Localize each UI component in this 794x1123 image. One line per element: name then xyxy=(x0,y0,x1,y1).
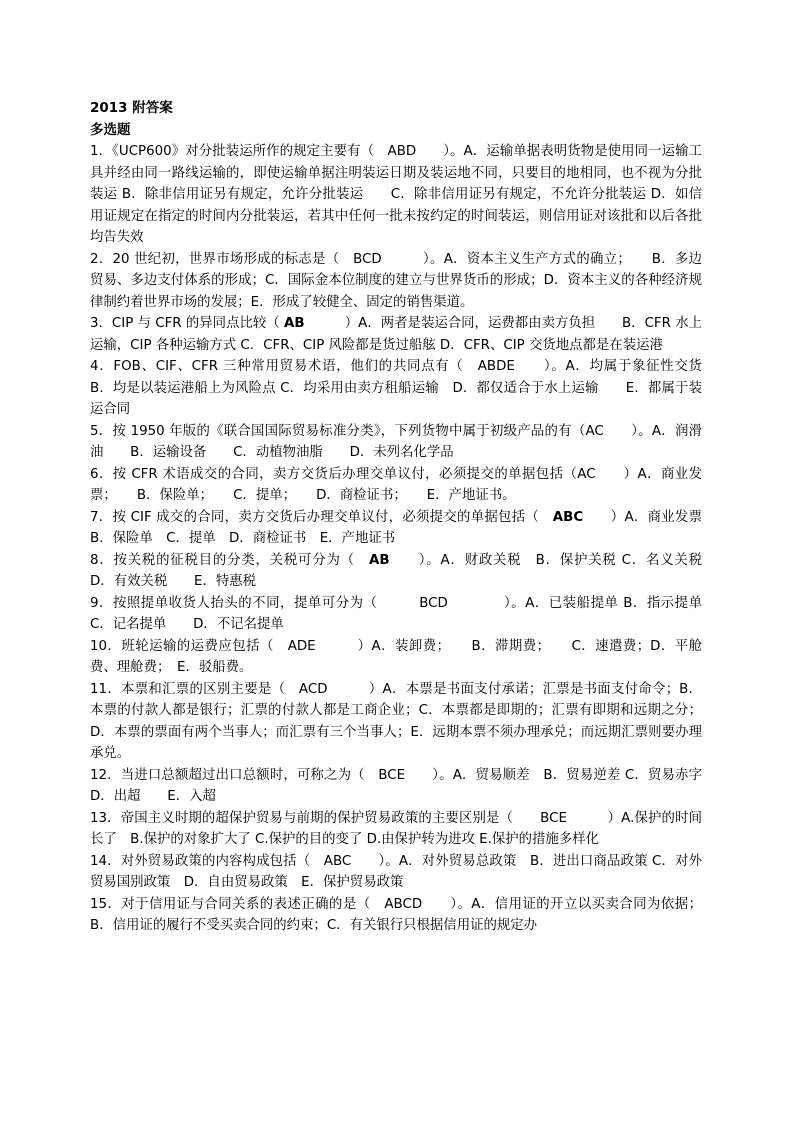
question-text-before-answer: 3．CIP 与 CFR 的异同点比较（ xyxy=(90,316,284,331)
question-item: 6．按 CFR 术语成交的合同，卖方交货后办理交单议付，必须提交的单据包括（AC ）A．商业发票； B．保险单； C．提单； D．商检证书； E．产地证书。 xyxy=(90,466,702,503)
question-answer: ABC xyxy=(552,509,584,525)
question-text-after-answer: ）A．商业发票 B．保险单 C．提单 D．商检证书 E．产地证书 xyxy=(90,509,716,546)
question-item: 2．20 世纪初，世界市场形成的标志是（ BCD ）。A．资本主义生产方式的确立； B．多边贸易、多边支付体系的形成；C．国际金本位制度的建立与世界货币的形成；D．资本主义的各种经济规律制约着世界市场的发展；E．形成了较健全、固定的销售渠道。 xyxy=(90,251,702,310)
question-item: 9．按照提单收货人抬头的不同，提单可分为（ BCD ）。A．已装船提单 B．指示提单 C．记名提单 D．不记名提单 xyxy=(90,595,729,632)
question-item: 5．按 1950 年版的《联合国国际贸易标准分类》，下列货物中属于初级产品的有（AC ）。A．润滑油 B．运输设备 C．动植物油脂 D．未列名化学品 xyxy=(90,423,702,460)
question-item: 1．《UCP600》对分批装运所作的规定主要有（ ABD ）。A．运输单据表明货物是使用同一运输工具并经由同一路线运输的，即使运输单据注明装运日期及装运地不同，只要目的地相同，也不视为分批装运 B．除非信用证另有规定，允许分批装运 C．除非信用证另有规定，不允许分批装运 D．如信用证规定在指定的时间内分批装运，若其中任何一批未按约定的时间装运，则信用证对该批和以后各批均告失效 xyxy=(90,144,702,245)
document-body xyxy=(90,98,729,937)
document-title-line-1: 2013 附答案 xyxy=(90,100,173,116)
question-item: 15．对于信用证与合同关系的表述正确的是（ ABCD ）。A．信用证的开立以买卖合同为依据；B．信用证的履行不受买卖合同的约束；C．有关银行只根据信用证的规定办 xyxy=(90,896,702,933)
question-item xyxy=(90,550,716,593)
question-text-after-answer: ）。A．财政关税 B．保护关税 C．名义关税 D．有效关税 E．特惠税 xyxy=(90,552,716,589)
question-item: 12．当进口总额超过出口总额时，可称之为（ BCE ）。A．贸易顺差 B．贸易逆差 C．贸易赤字 D．出超 E．入超 xyxy=(90,767,716,804)
question-text-before-answer: 7．按 CIF 成交的合同，卖方交货后办理交单议付，必须提交的单据包括（ xyxy=(90,509,553,525)
question-text-after-answer: ）A．两者是装运合同，运费都由卖方负担 B．CFR 水上运输，CIP 各种运输方式 C．CFR、CIP 风险都是货过船舷 D．CFR、CIP 交货地点都是在装运港 xyxy=(90,316,702,353)
question-text-before-answer: 8．按关税的征税目的分类，关税可分为（ xyxy=(90,552,370,568)
question-item: 10．班轮运输的运费应包括（ ADE ）A．装卸费； B．滞期费； C．速遣费；D．平舱费、理舱费； E．驳船费。 xyxy=(90,638,702,675)
question-answer: AB xyxy=(369,552,390,568)
document-subtitle-section-heading: 多选题 xyxy=(90,121,131,138)
question-item: 14．对外贸易政策的内容构成包括（ ABC ）。A．对外贸易总政策 B．进出口商品政策 C．对外贸易国别政策 D．自由贸易政策 E．保护贸易政策 xyxy=(90,853,702,890)
question-item xyxy=(90,507,716,550)
question-item xyxy=(90,313,702,356)
question-item: 11．本票和汇票的区别主要是（ ACD ）A．本票是书面支付承诺；汇票是书面支付命令；B．本票的付款人都是银行；汇票的付款人都是工商企业；C．本票都是即期的；汇票有即期和远期之分；D．本票的票面有两个当事人；而汇票有三个当事人；E．远期本票不须办理承兑；而远期汇票则要办理承兑。 xyxy=(90,681,702,761)
question-answer: AB xyxy=(283,316,305,331)
question-item: 4．FOB、CIF、CFR 三种常用贸易术语，他们的共同点有（ ABDE ）。A．均属于象征性交货 B．均是以装运港船上为风险点 C．均采用由卖方租船运输 D．都仅适合于水上运输 E．都属于装运合同 xyxy=(90,359,716,417)
question-item: 13．帝国主义时期的超保护贸易与前期的保护贸易政策的主要区别是（ BCE ）A.保护的时间长了 B.保护的对象扩大了 C.保护的目的变了 D.由保护转为进攻 E.保护的措施多样化 xyxy=(90,810,702,847)
